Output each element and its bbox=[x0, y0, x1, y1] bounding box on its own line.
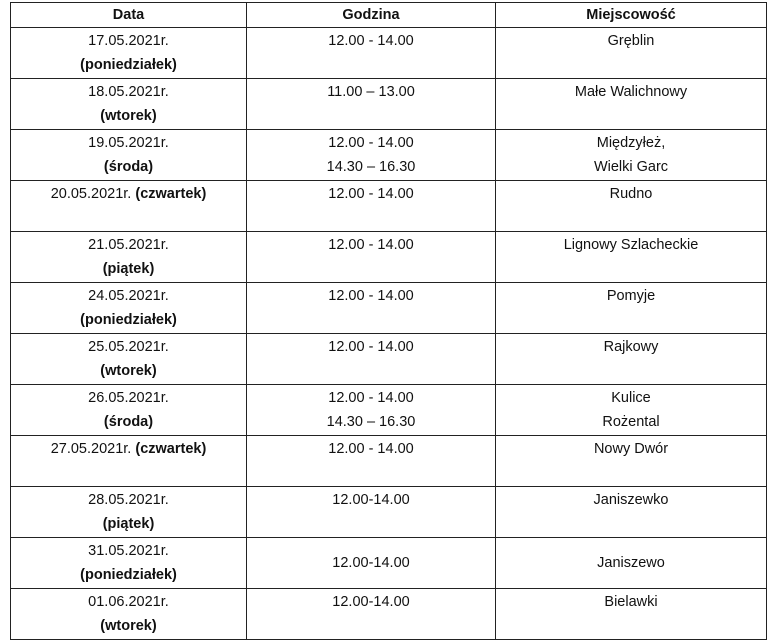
weekday-text: (środa) bbox=[103, 414, 154, 430]
table-row bbox=[11, 79, 767, 130]
weekday-text: (wtorek) bbox=[100, 618, 157, 634]
time-cell bbox=[247, 487, 496, 538]
table-row bbox=[11, 283, 767, 334]
time-cell bbox=[247, 538, 496, 589]
weekday-text: (wtorek) bbox=[100, 108, 157, 124]
time-text: 12.00-14.00 bbox=[332, 555, 410, 571]
place-text: Międzyłeż, bbox=[596, 135, 666, 151]
weekday-text: (piątek) bbox=[102, 516, 155, 532]
table-row bbox=[11, 538, 767, 589]
date-cell bbox=[11, 181, 247, 232]
time-text: 12.00 - 14.00 bbox=[328, 33, 414, 49]
table-row bbox=[11, 130, 767, 181]
table-row bbox=[11, 334, 767, 385]
weekday-text: (czwartek) bbox=[135, 186, 207, 202]
place-cell bbox=[496, 28, 767, 79]
date-line bbox=[15, 182, 242, 206]
place-text: Gręblin bbox=[607, 33, 655, 49]
date-cell bbox=[11, 232, 247, 283]
header-place: Miejscowość bbox=[496, 3, 767, 28]
place-cell bbox=[496, 334, 767, 385]
date-text: 28.05.2021r. bbox=[88, 492, 169, 508]
date-text: 21.05.2021r. bbox=[88, 237, 169, 253]
place-text: Nowy Dwór bbox=[593, 441, 669, 457]
place-text: Małe Walichnowy bbox=[574, 84, 688, 100]
date-text: 20.05.2021r. bbox=[50, 186, 132, 202]
weekday-text: (wtorek) bbox=[100, 363, 157, 379]
table-row bbox=[11, 385, 767, 436]
date-cell bbox=[11, 283, 247, 334]
weekday-text: (piątek) bbox=[102, 261, 155, 277]
date-cell bbox=[11, 79, 247, 130]
time-text: 11.00 – 13.00 bbox=[327, 84, 415, 100]
time-text: 12.00 - 14.00 bbox=[328, 288, 414, 304]
place-text: Janiszewko bbox=[593, 492, 669, 508]
time-text: 12.00 - 14.00 bbox=[328, 237, 414, 253]
time-cell bbox=[247, 79, 496, 130]
date-cell bbox=[11, 385, 247, 436]
date-text: 25.05.2021r. bbox=[88, 339, 169, 355]
place-text: Rajkowy bbox=[603, 339, 659, 355]
time-cell bbox=[247, 232, 496, 283]
date-cell bbox=[11, 130, 247, 181]
time-cell bbox=[247, 283, 496, 334]
table-row bbox=[11, 436, 767, 487]
date-cell bbox=[11, 436, 247, 487]
place-text: Lignowy Szlacheckie bbox=[563, 237, 699, 253]
date-text: 27.05.2021r. bbox=[50, 441, 132, 457]
date-text: 19.05.2021r. bbox=[88, 135, 169, 151]
weekday-text: (środa) bbox=[103, 159, 154, 175]
date-text: 01.06.2021r. bbox=[88, 594, 169, 610]
date-text: 24.05.2021r. bbox=[88, 288, 169, 304]
place-cell bbox=[496, 589, 767, 640]
weekday-text: (poniedziałek) bbox=[80, 312, 177, 328]
date-text: 26.05.2021r. bbox=[88, 390, 169, 406]
place-cell bbox=[496, 130, 767, 181]
place-text-second: Rożental bbox=[602, 414, 660, 430]
place-cell bbox=[496, 538, 767, 589]
time-cell bbox=[247, 436, 496, 487]
time-text: 12.00 - 14.00 bbox=[328, 339, 414, 355]
weekday-text: (czwartek) bbox=[135, 441, 207, 457]
place-cell bbox=[496, 79, 767, 130]
time-text: 12.00 - 14.00 bbox=[328, 390, 414, 406]
weekday-text: (poniedziałek) bbox=[80, 57, 177, 73]
table-row bbox=[11, 232, 767, 283]
time-text: 12.00 - 14.00 bbox=[328, 441, 414, 457]
place-text: Bielawki bbox=[604, 594, 658, 610]
header-date: Data bbox=[11, 3, 247, 28]
schedule-table bbox=[10, 2, 767, 640]
place-cell bbox=[496, 487, 767, 538]
place-cell bbox=[496, 385, 767, 436]
place-cell bbox=[496, 232, 767, 283]
time-cell bbox=[247, 589, 496, 640]
table-row bbox=[11, 28, 767, 79]
time-text-second: 14.30 – 16.30 bbox=[326, 414, 416, 430]
date-cell bbox=[11, 538, 247, 589]
date-text: 31.05.2021r. bbox=[88, 543, 169, 559]
date-cell bbox=[11, 589, 247, 640]
date-text: 17.05.2021r. bbox=[88, 33, 169, 49]
time-text: 12.00-14.00 bbox=[332, 492, 410, 508]
date-text: 18.05.2021r. bbox=[88, 84, 169, 100]
date-cell bbox=[11, 334, 247, 385]
table-row bbox=[11, 589, 767, 640]
place-cell bbox=[496, 283, 767, 334]
header-time: Godzina bbox=[247, 3, 496, 28]
time-text-second: 14.30 – 16.30 bbox=[326, 159, 416, 175]
table-row bbox=[11, 487, 767, 538]
time-text: 12.00 - 14.00 bbox=[328, 186, 414, 202]
date-cell bbox=[11, 487, 247, 538]
time-cell bbox=[247, 181, 496, 232]
date-line bbox=[15, 437, 242, 461]
time-cell bbox=[247, 334, 496, 385]
place-text: Rudno bbox=[609, 186, 653, 202]
time-text: 12.00 - 14.00 bbox=[328, 135, 414, 151]
time-cell bbox=[247, 385, 496, 436]
place-cell bbox=[496, 181, 767, 232]
place-text: Janiszewo bbox=[597, 555, 665, 571]
place-cell bbox=[496, 436, 767, 487]
time-cell bbox=[247, 28, 496, 79]
weekday-text: (poniedziałek) bbox=[80, 567, 177, 583]
table-row bbox=[11, 181, 767, 232]
header-row bbox=[11, 3, 767, 28]
place-text: Kulice bbox=[611, 390, 651, 406]
date-cell bbox=[11, 28, 247, 79]
place-text-second: Wielki Garc bbox=[593, 159, 669, 175]
time-cell bbox=[247, 130, 496, 181]
place-text: Pomyje bbox=[606, 288, 656, 304]
time-text: 12.00-14.00 bbox=[332, 594, 410, 610]
